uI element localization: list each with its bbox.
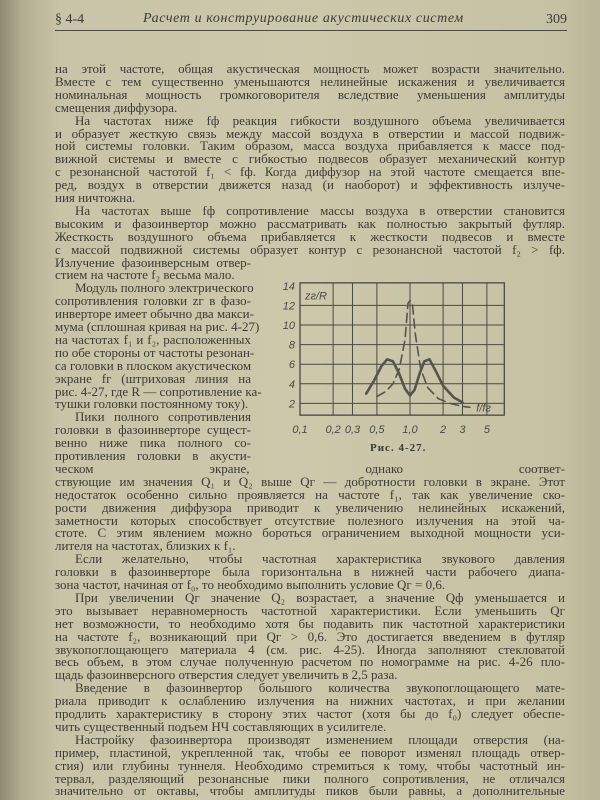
text-line: звукопоглощающего материала 4 (см. рис. 4-25). Иногда заполняют стекловатой [55,641,565,657]
text-line: это вызывает неравномерность частотной характеристики. Если уменьшить Qг [55,602,565,618]
text-line: При увеличении Qг значение Q₂ возрастает, а значение Qф уменьшается и [75,589,565,605]
text-line: Вместе с тем существенно уменьшаются нелинейные искажения и увеличивается [55,73,565,89]
section-number: § 4-4 [55,12,85,27]
text-line: лителя на частотах, близких к f₁. [55,538,236,554]
x-tick-label: 0,1 [292,424,308,437]
text-line: инверторе имеет обычно два макси- [55,306,254,322]
text-line: продлить характеристику в сторону этих частот (хотя бы до f₀) следует обеспе- [55,706,565,721]
text-line: чить существенный подъем НЧ составляющих в усилителе. [55,718,387,734]
text-line: ческом экране, однако соответ- [55,460,565,476]
x-axis-label: f/fг [476,402,491,415]
y-tick-label: 4 [288,378,295,391]
x-tick-label: 0,5 [369,424,385,437]
x-tick-label: 5 [483,424,490,437]
text-line: На частотах выше fф сопротивление массы воздуха в отверстии становится [75,202,565,218]
x-tick-label: 1,0 [402,424,418,437]
text-line: значительно от октавы, чтобы амплитуды пиков были равны, а дополнительные [55,783,565,799]
text-line: рости движения диффузора приводит к увеличению нелинейных искажений, [55,499,565,515]
text-line: заметности которых способствует отсутствие полезного излучения на этой ча- [55,512,565,528]
text-line: ния ничтожна. [55,190,136,205]
text-line: весь объем, в этом случае полученную расчетом по номограмме на рис. 4-26 пло- [55,654,565,670]
text-line: стием на частоте f₂ весьма мало. [55,267,235,283]
x-tick-label: 0,3 [344,424,361,437]
text-line: и образует жесткую связь между массой воздуха в отверстии и массой подвиж- [55,125,565,141]
text-line: са головки в плоском акустическом [55,357,252,373]
text-line: смещения диффузора. [55,99,178,115]
text-line: Пики полного сопротивления [75,409,251,425]
text-line: головки в фазоинверторе была горизонтальна в нижней части рабочего диапа- [55,564,565,580]
text-line: Настройку фазоинвертора производят изменением площади отверстия (на- [75,731,565,747]
text-line: недостаток особенно сильно проявляется на частоте f₁, так как увеличение ско- [55,486,565,502]
text-line: Жесткость воздушного объема прибавляется к жесткости подвесов и вместе [55,228,565,244]
text-line: ной системы головки. Таким образом, масса воздуха прибавляется к массе под- [55,138,565,154]
x-tick-label: 2 [440,424,447,437]
text-line: нет возможности, то необходимо хотя бы подавить пик частотной характеристики [55,615,565,631]
x-tick-label: 3 [459,424,466,437]
text-line: ред, воздух в отверстии движется назад (и наоборот) и эффективность излуче- [55,177,565,193]
text-line: вижной системы и вместе с гибкостью подвесов образует механический контур [55,151,565,167]
text-line: ствующие им значения Q₁ и Q₂ выше Qг — добротности головки в экране. Этот [55,473,565,489]
figure-caption: Рис. 4-27. [370,442,427,454]
text-line: головки в фазоинверторе сущест- [55,422,251,438]
text-line: щадь фазоинверсного отверстия следует увеличить в 2,5 раза. [55,667,398,683]
y-axis-label: zг/R [305,290,327,303]
y-tick-label: 12 [282,300,295,313]
running-title: Расчет и конструирование акустических систем [143,11,464,26]
text-line: пример, пластиной, укрепленной так, чтобы ее поворот изменял площадь отвер- [55,744,565,760]
y-tick-label: 10 [282,320,295,332]
text-line: экране fг (штриховая линия на [55,370,251,386]
text-line: стия) или глубины туннеля. Необходимо стремиться к тому, чтобы частотный ин- [55,757,565,773]
y-tick-label: 2 [288,398,295,411]
text-line: зона частот, начиная от f₀, то необходимо выполнить условие Qг = 0,6. [55,577,446,592]
running-header [55,8,567,31]
plot-frame [300,283,504,415]
y-tick-label: 6 [288,359,295,372]
x-tick-label: 0,2 [325,424,341,437]
figure-4-27-chart [270,270,580,440]
text-line: с резонансной частотой f₁ < fф. Когда диффузор на этой частоте смещается впе- [55,164,565,180]
y-tick-label: 14 [282,280,295,293]
y-tick-label: 8 [288,339,295,352]
text-line: противления головки в акусти- [55,448,251,463]
text-line: номинальная мощность громкоговорителя вследствие уменьшения амплитуды [55,86,565,102]
text-line: высоким и фазоинвертор можно рассматривать как полностью закрытый футляр. [55,215,565,231]
text-line: по обе стороны от частоты резонан- [55,344,255,360]
page-number: 309 [546,12,567,27]
text-line: Если желательно, чтобы частотная характеристика звукового давления [75,551,565,567]
text-line: на частотах f₁ и f₂, расположенных [55,331,251,347]
text-line: на этой частоте, общая акустическая мощность может возрасти значительно. [55,61,565,76]
text-line: На частотах ниже fф реакция гибкости воздушного объема увеличивается [75,112,565,128]
solid-curve [366,359,462,402]
text-line: рис. 4-27, где R — сопротивление ка- [55,383,262,399]
text-line: мума (сплошная кривая на рис. 4-27) [55,319,260,334]
text-line: на частоте f₂, возникающий при Qг > 0,6. Это достигается введением в футляр [55,628,565,644]
text-line: Введение в фазоинвертор большого количества звукопоглощающего мате- [75,680,565,696]
text-line: Модуль полного электрического [75,280,254,296]
text-line: стоте. С этим явлением можно бороться ограничением выходной мощности уси- [55,525,565,541]
text-line: венно ниже пика полного со- [55,435,251,451]
text-line: сопротивления головки zг в фазо- [55,293,251,309]
text-line: Излучение фазоинверсным отвер- [55,254,251,270]
text-line: тушки головки постоянному току). [55,396,249,412]
text-line: тервал, разделяющий резонансные пики полного сопротивления, не отличался [55,770,565,786]
text-line: риала приводит к ослаблению излучения на нижних частотах, и при желании [55,693,565,709]
dashed-curve [377,301,470,408]
text-line: с массой подвижной системы образует контур с резонансной частотой f₂ > fф. [55,241,565,257]
